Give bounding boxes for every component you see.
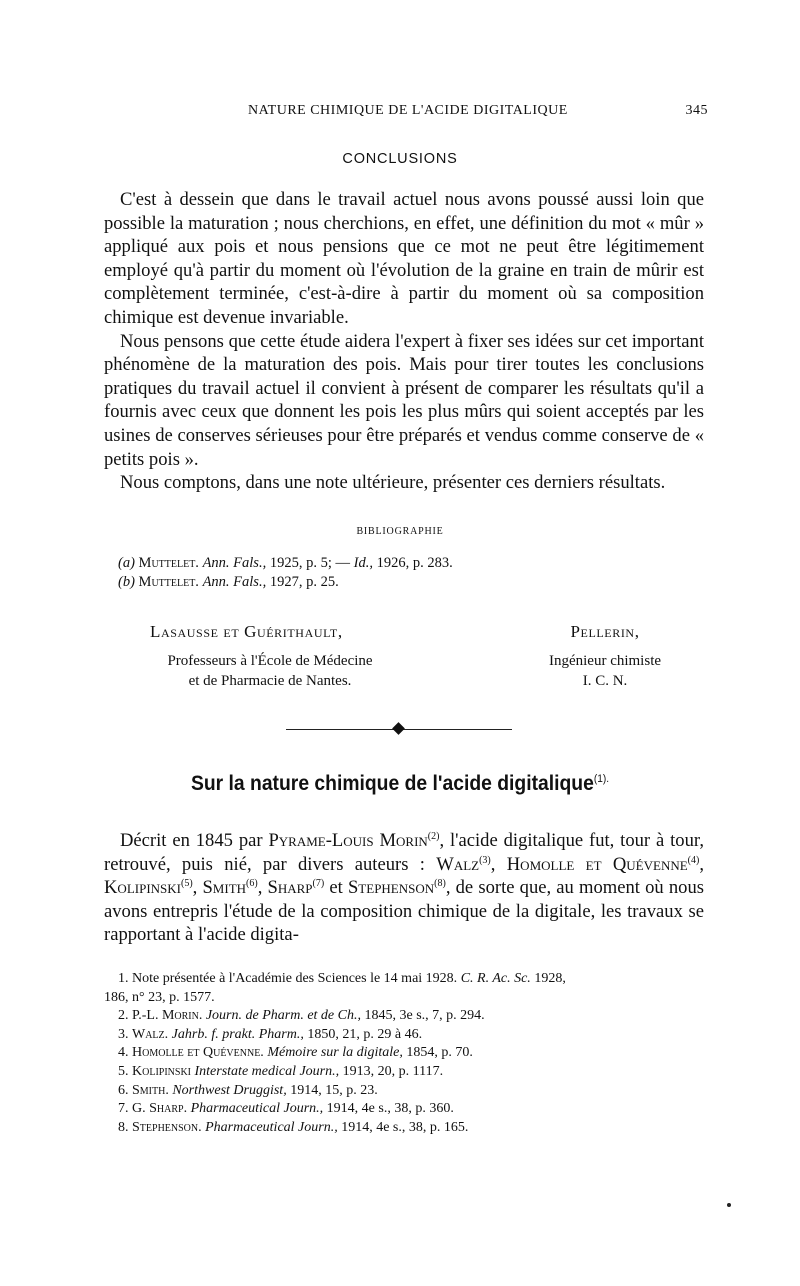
entry-rest: 1926, p. 283. bbox=[376, 555, 453, 571]
conclusions-body bbox=[104, 188, 704, 495]
entry-label: (a) bbox=[118, 555, 135, 571]
signature-left-affiliation-1: Professeurs à l'École de Médecine bbox=[167, 653, 373, 669]
footnote: 3. Walz. Jahrb. f. prakt. Pharm., 1850, 21, p. 29 à 46. bbox=[118, 1026, 423, 1042]
entry-journal: Ann. Fals., bbox=[202, 555, 267, 571]
footnote-continuation: 186, n° 23, p. 1577. bbox=[104, 989, 215, 1005]
bibliography-entry bbox=[118, 554, 618, 573]
signature-right bbox=[520, 622, 690, 691]
article-body bbox=[104, 829, 704, 947]
entry-text: 1927, p. 25. bbox=[269, 574, 339, 590]
conclusions-paragraph: Nous pensons que cette étude aidera l'expert à fixer ses idées sur cet important phénomène de la maturation des pois. Mais pour tirer toutes les conclusions pratiques du travail actuel il convient à présent de comparer les résultats qu'il a fournis avec ceux que donnent les pois les plus mûrs qui soient acceptés par les usines de conserves sérieuses pour être préparés et vendus comme conserve de « petits pois ». bbox=[104, 330, 704, 470]
conclusions-heading: CONCLUSIONS bbox=[342, 151, 458, 167]
article-title bbox=[32, 772, 768, 796]
footnote: 6. Smith. Northwest Druggist, 1914, 15, p. 23. bbox=[118, 1082, 378, 1098]
diamond-ornament-icon bbox=[392, 722, 405, 735]
print-speck bbox=[727, 1203, 731, 1207]
bibliography-heading: BIBLIOGRAPHIE bbox=[356, 526, 444, 537]
footnote: 5. Kolipinski Interstate medical Journ., 1913, 20, p. 1117. bbox=[118, 1063, 444, 1079]
footnote: 1. Note présentée à l'Académie des Sciences le 14 mai 1928. C. R. Ac. Sc. 1928, bbox=[118, 971, 566, 986]
entry-author: Muttelet. bbox=[138, 555, 199, 571]
signature-left-name: Lasausse et Guérithault, bbox=[150, 622, 343, 641]
entry-journal: Ann. Fals., bbox=[202, 574, 267, 590]
page-number: 345 bbox=[685, 103, 708, 118]
entry-author: Muttelet. bbox=[138, 574, 199, 590]
footnotes bbox=[104, 970, 704, 1137]
signature-right-name: Pellerin, bbox=[570, 622, 640, 641]
entry-text: 1925, p. 5; — bbox=[269, 555, 350, 571]
signature-left-affiliation-2: et de Pharmacie de Nantes. bbox=[188, 673, 352, 689]
bibliography-list bbox=[118, 554, 618, 592]
running-title: NATURE CHIMIQUE DE L'ACIDE DIGITALIQUE bbox=[248, 103, 568, 118]
article-paragraph: Décrit en 1845 par Pyrame-Louis Morin$^{(2)}$, l'acide digitalique fut, tour à tour, retrouvé, puis nié, par divers auteurs : Walz$^{(3)}$, Homolle et Quévenne$^{(4)}$, Kolipinski$^{(5)}$, Smith$^{(6)}$, Sharp$^{(7)}$ et Stephenson$^{(8)}$, de sorte que, au moment où nous avons entrepris l'étude de la composition chimique de la digitale, les travaux se rapportant à l'acide digita- bbox=[104, 830, 705, 946]
entry-id: Id., bbox=[353, 555, 373, 571]
conclusions-paragraph: Nous comptons, dans une note ultérieure, présenter ces derniers résultats. bbox=[120, 472, 666, 494]
footnote: 4. Homolle et Quévenne. Mémoire sur la digitale, 1854, p. 70. bbox=[118, 1045, 473, 1061]
section-separator bbox=[286, 720, 512, 738]
conclusions-paragraph: C'est à dessein que dans le travail actuel nous avons poussé aussi loin que possible la maturation ; nous cherchions, en effet, une définition du mot « mûr » appliqué aux pois et nous pensions que ce mot ne peut être légitimement employé qu'à partir du moment où l'évolution de la graine en train de mûrir est complètement terminée, c'est-à-dire à partir du moment où sa composition chimique est devenue invariable. bbox=[104, 189, 704, 328]
footnote: 2. P.-L. Morin. Journ. de Pharm. et de Ch., 1845, 3e s., 7, p. 294. bbox=[118, 1008, 485, 1024]
footnote: 8. Stephenson. Pharmaceutical Journ., 1914, 4e s., 38, p. 165. bbox=[118, 1119, 469, 1135]
signature-right-affiliation-2: I. C. N. bbox=[582, 673, 628, 689]
footnote: 7. G. Sharp. Pharmaceutical Journ., 1914, 4e s., 38, p. 360. bbox=[118, 1101, 454, 1117]
bibliography-entry bbox=[118, 573, 618, 592]
entry-label: (b) bbox=[118, 574, 135, 590]
article-title-text: Sur la nature chimique de l'acide digitalique bbox=[190, 772, 594, 795]
signature-right-affiliation-1: Ingénieur chimiste bbox=[548, 653, 662, 669]
footnote-ref: (1). bbox=[593, 773, 610, 785]
signature-left bbox=[150, 622, 390, 691]
